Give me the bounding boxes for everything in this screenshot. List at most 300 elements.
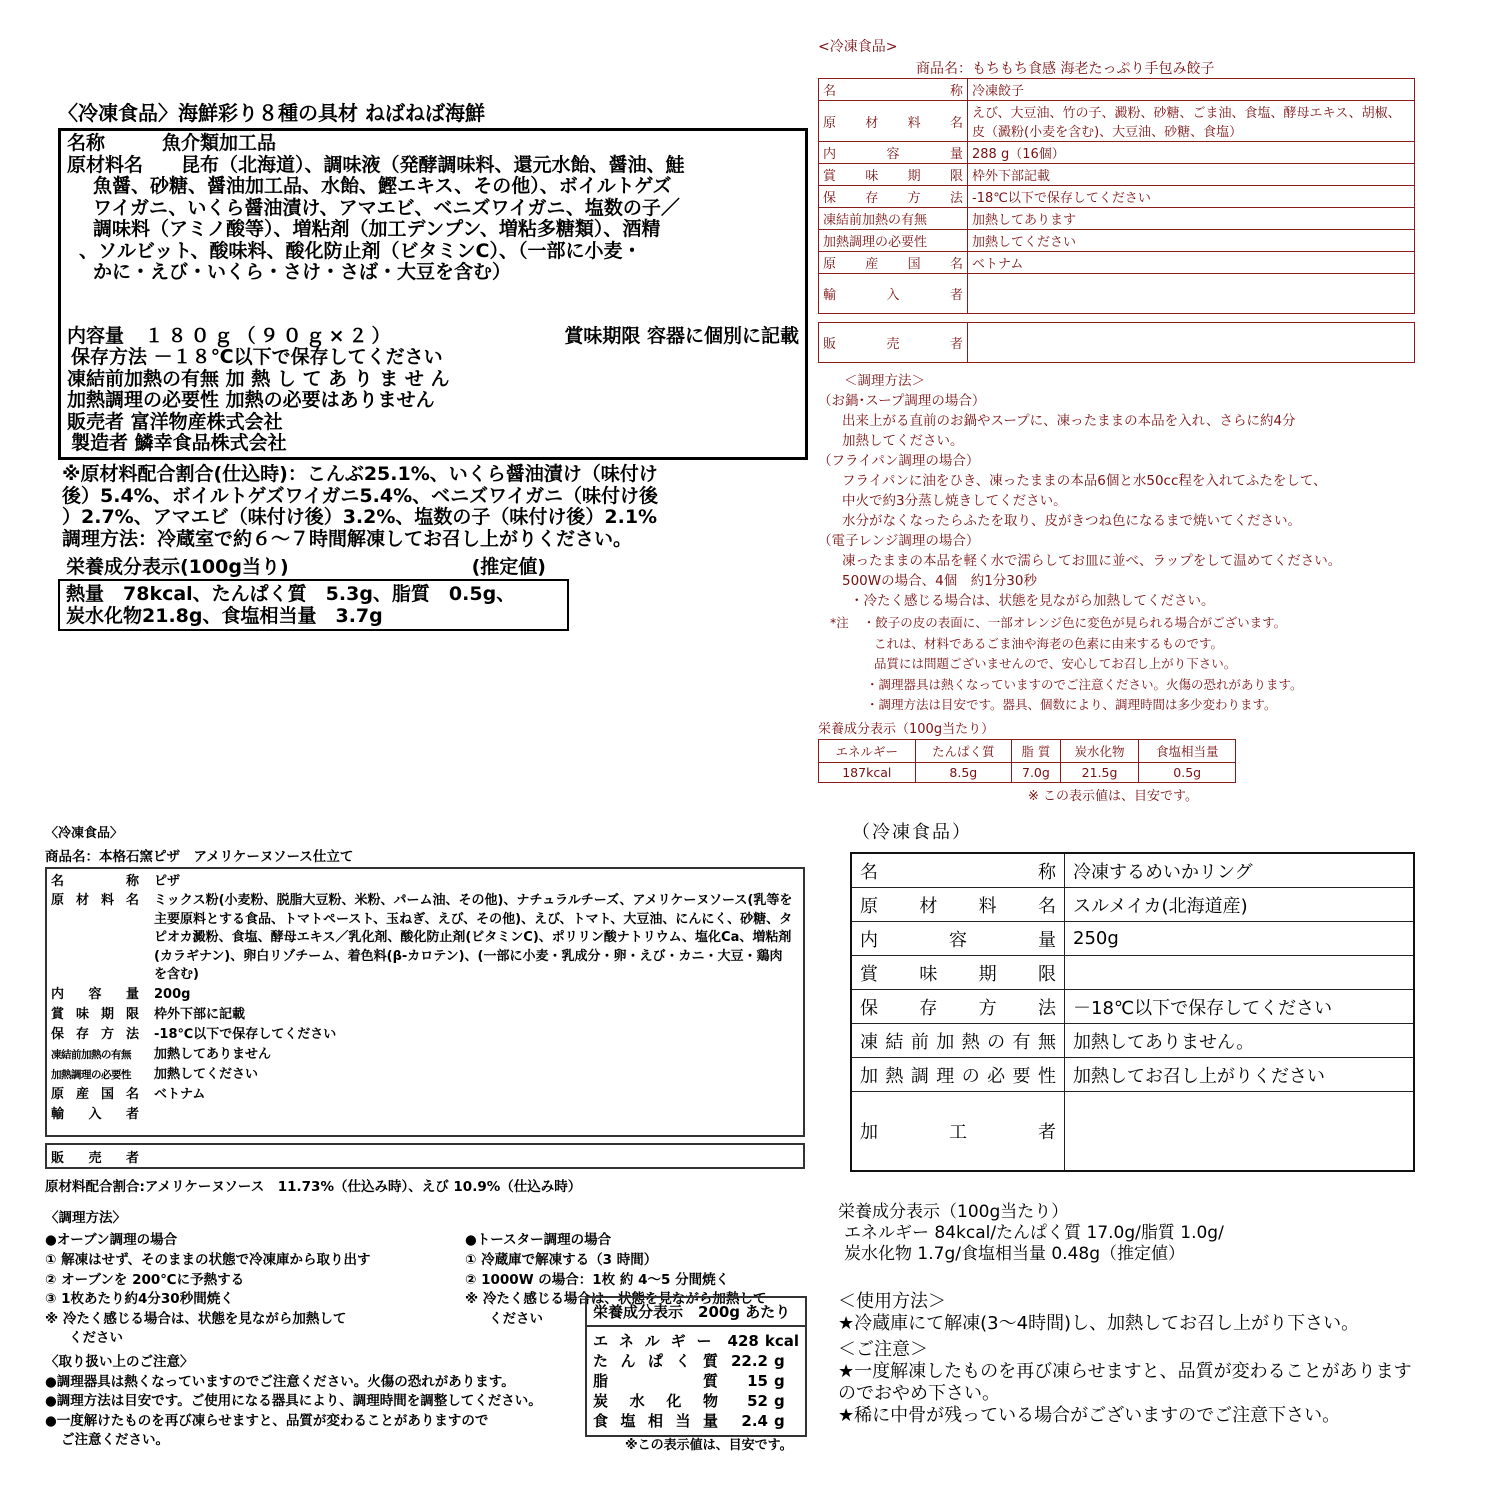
nutrition-row xyxy=(587,1331,805,1351)
row-label: 加熱調理の必要性 xyxy=(51,1068,131,1081)
oven-step: ③ 1枚あたり約4分30秒間焼く xyxy=(45,1291,234,1307)
notes xyxy=(58,464,808,550)
seller-label xyxy=(51,1147,139,1165)
label-char: 内 xyxy=(823,147,837,162)
name-label: 名称 xyxy=(67,132,106,154)
row-value: 枠外下部記載 xyxy=(968,164,1415,186)
ingredients-line: かに・えび・いくら・さけ・さば・大豆を含む） xyxy=(93,261,512,283)
note-prefix: *注 xyxy=(830,615,849,630)
label-char: 者 xyxy=(949,288,963,303)
label-char: 入 xyxy=(88,1106,102,1122)
caution-title: ＜ご注意＞ xyxy=(838,1339,928,1360)
label-char: 調 xyxy=(910,1065,929,1087)
row-label xyxy=(851,1092,1065,1172)
care-item: ●調理方法は目安です。ご使用になる器具により、調理時間を調整してください。 xyxy=(45,1393,542,1409)
nutrition-title-row xyxy=(58,552,546,579)
contents-label: 内容量 xyxy=(67,324,125,347)
row-label xyxy=(851,1024,1065,1058)
nutrition-unit: g xyxy=(774,1352,785,1370)
label-char: 名 xyxy=(949,257,963,272)
name-row xyxy=(67,133,799,155)
cooking-line: 出来上がる直前のお鍋やスープに、凍ったままの本品を入れ、さらに約4分 xyxy=(842,413,1296,429)
note-line: ）2.7%、アマエビ（味付け後）3.2%、塩数の子（味付け後）2.1% xyxy=(62,506,658,528)
nutrition-value: 52 xyxy=(747,1392,768,1410)
row-label xyxy=(851,1058,1065,1092)
nutrition-box xyxy=(585,1296,807,1437)
oven-step: ② オーブンを 200℃に予熱する xyxy=(45,1271,245,1288)
nutrition-value: 8.5g xyxy=(915,762,1012,782)
label-char: ー xyxy=(696,1332,712,1350)
label-char: 産 xyxy=(75,1086,89,1102)
label-char: 加 xyxy=(860,1122,878,1143)
cooking-line: 水分がなくなったらふたを取り、皮がきつね色になるまで焼いてください。 xyxy=(842,513,1301,529)
label-char: 称 xyxy=(949,84,963,99)
row-value: 枠外下部に記載 xyxy=(154,1006,246,1022)
label-char: 保 xyxy=(860,997,878,1019)
label-char: 内 xyxy=(860,929,878,951)
nutrition-footnote: ※ この表示値は、目安です。 xyxy=(1028,788,1198,804)
row-value: スルメイカ(北海道産) xyxy=(1065,888,1415,922)
label-char: 期 xyxy=(907,169,921,184)
caution-line: のでおやめ下さい。 xyxy=(838,1383,1000,1404)
nutrition-value: 187kcal xyxy=(819,762,916,782)
nutrition-row xyxy=(587,1351,805,1371)
name-value: 魚介類加工品 xyxy=(162,132,277,154)
nutrition-line: 炭水化物 1.7g/食塩相当量 0.48g（推定値） xyxy=(844,1244,1186,1264)
oven-step: ※ 冷たく感じる場合は、状態を見ながら加熱して xyxy=(45,1310,347,1327)
row-label xyxy=(819,186,968,208)
label-char: 容 xyxy=(88,986,102,1002)
label-char: の xyxy=(987,1031,1006,1053)
toaster-step-cont: ください xyxy=(489,1310,543,1327)
contents-value: １８０ｇ（９０ｇ×２） xyxy=(144,324,395,347)
row-label xyxy=(819,101,968,142)
usage-line: ★冷蔵庫にて解凍(3～4時間)し、加熱してお召し上がり下さい。 xyxy=(838,1313,1360,1334)
note-line: ・調理器具は熱くなっていますのでご注意ください。火傷の恐れがあります。 xyxy=(866,676,1303,692)
row-value: 加熱してください xyxy=(968,230,1415,252)
label-char: 原 xyxy=(51,1086,65,1102)
nutrition-value: 22.2 xyxy=(730,1352,768,1370)
nutrition-label xyxy=(593,1391,718,1411)
label-char: 材 xyxy=(75,893,89,908)
oven-heading: ●オーブン調理の場合 xyxy=(45,1232,178,1248)
table-row xyxy=(819,208,1415,230)
cooking-line: 500Wの場合、4個 約1分30秒 xyxy=(842,573,1037,589)
row-label xyxy=(819,164,968,186)
note-line xyxy=(818,613,1418,634)
label-pizza xyxy=(45,822,805,1451)
label-char: 称 xyxy=(1038,861,1056,883)
label-char: 売 xyxy=(886,337,900,352)
nutrition-header: たんぱく質 xyxy=(915,739,1012,762)
info-table xyxy=(818,78,1415,314)
row-label xyxy=(819,274,968,314)
nutrition-value: 0.5g xyxy=(1139,762,1236,782)
label-char: 材 xyxy=(865,115,879,131)
nutrition-unit: g xyxy=(774,1372,785,1390)
ingredient-ratio: 原材料配合割合:アメリケーヌソース 11.73%（仕込み時）、えび 10.9%（仕込み時） xyxy=(45,1179,582,1195)
label-char: 方 xyxy=(978,997,997,1019)
cooking-line: 凍ったままの本品を軽く水で濡らしてお皿に並べ、ラップをして温めてください。 xyxy=(842,553,1342,569)
label-char: 販 xyxy=(51,1151,65,1166)
label-char: 限 xyxy=(949,169,963,184)
oven-step-cont: ください xyxy=(69,1330,123,1346)
ingredients-line: 調味料（アミノ酸等）、増粘剤（加工デンプン、増粘多糖類）、酒精 xyxy=(93,218,661,240)
cooking-title: ＜調理方法＞ xyxy=(844,373,925,389)
toaster-heading: ●トースター調理の場合 xyxy=(465,1232,612,1248)
category-label: <冷凍食品> xyxy=(818,39,898,55)
nutrition-header: 炭水化物 xyxy=(1060,739,1139,762)
label-char: 名 xyxy=(860,861,878,883)
label-char: 名 xyxy=(823,84,837,99)
row-value: ミックス粉(小麦粉、脱脂大豆粉、米粉、パーム油、その他)、ナチュラルチーズ、アメリケーヌソース(乳等を主要原料とする食品、トマトペースト、玉ねぎ、えび、その他)、えび、トマト、大豆油、にんにく、砂糖、タピオカ澱粉、食塩、酵母エキス／乳化剤、酸化防止剤(ビタミンC)、ポリリン酸ナトリウム、塩化Ca、増粘剤(カラギナン)、卵白リゾチーム、着色料(β-カロテン)、(一部に小麦・乳成分・卵・えび・カニ・大豆・鶏肉を含む) xyxy=(154,893,793,982)
label-char: 存 xyxy=(919,997,938,1019)
label-char: 方 xyxy=(907,191,921,206)
care-title: 〈取り扱い上のご注意〉 xyxy=(45,1353,194,1370)
label-char: 内 xyxy=(51,986,65,1002)
storage-line: 保存方法 －１８℃以下で保存してください xyxy=(71,346,443,368)
label-char: 加熱調理の必要性 xyxy=(823,235,928,250)
table-row xyxy=(51,1085,799,1105)
row-label xyxy=(851,990,1065,1024)
caution-section xyxy=(838,1339,1450,1427)
row-label xyxy=(51,1005,139,1025)
row-value: 200g xyxy=(154,986,191,1002)
row-value: 288 g（16個） xyxy=(968,142,1415,164)
label-char: 輸 xyxy=(51,1106,65,1122)
table-row xyxy=(51,1005,799,1025)
row-label xyxy=(51,985,139,1005)
label-char: 性 xyxy=(1037,1065,1056,1087)
table-row xyxy=(819,79,1415,101)
label-char: 容 xyxy=(886,147,900,162)
row-label xyxy=(51,872,139,892)
label-char: 国 xyxy=(907,257,921,272)
label-char: 当 xyxy=(675,1412,691,1430)
product-name: 商品名：本格石窯ピザ アメリケーヌソース仕立て xyxy=(45,849,354,865)
row-value xyxy=(968,274,1415,314)
row-label xyxy=(819,142,968,164)
contents-row xyxy=(67,326,799,348)
ingredients-line: 魚醤、砂糖、醤油加工品、水飴、鰹エキス、その他）、ボイルトゲズ xyxy=(93,175,672,197)
label-char: 結 xyxy=(885,1031,904,1053)
nutrition-label xyxy=(593,1351,718,1371)
maker-line: 製造者 鱗幸食品株式会社 xyxy=(71,432,287,454)
label-char: 法 xyxy=(1037,997,1056,1019)
label-char: 量 xyxy=(125,986,139,1002)
label-char: 料 xyxy=(100,893,114,908)
label-ebi-gyoza xyxy=(818,36,1418,804)
table-row xyxy=(51,1045,799,1065)
table-row xyxy=(819,101,1415,142)
toaster-step: ② 1000W の場合：1枚 約 4～5 分間焼く xyxy=(465,1271,730,1288)
nutrition-label xyxy=(593,1371,718,1391)
row-value xyxy=(1065,1092,1415,1172)
cooking-line: ・冷たく感じる場合は、状態を見ながら加熱してください。 xyxy=(850,593,1215,609)
label-char: 量 xyxy=(949,147,963,162)
nutrition-header: エネルギー xyxy=(819,739,916,762)
row-label xyxy=(51,1085,139,1105)
expiry-value: 容器に個別に記載 xyxy=(646,324,799,347)
care-item: ●一度解けたものを再び凍らせますと、品質が変わることがありますので xyxy=(45,1412,489,1429)
ingredients-first-line: 昆布（北海道）、調味液（発酵調味料、還元水飴、醤油、鮭 xyxy=(181,153,685,176)
label-char: ネ xyxy=(618,1332,634,1350)
table-row xyxy=(819,274,1415,314)
row-label xyxy=(851,888,1065,922)
nutrition-value-row xyxy=(819,762,1236,782)
nutrition-title: 栄養成分表示 200g あたり xyxy=(587,1298,805,1327)
label-char: 法 xyxy=(949,191,963,206)
cooking-line: 加熱してください。 xyxy=(842,433,964,449)
nutrition-row xyxy=(587,1391,805,1411)
table-row xyxy=(851,990,1414,1024)
label-char: 保 xyxy=(51,1026,65,1042)
nutrition-row xyxy=(587,1411,805,1431)
table-row xyxy=(851,1058,1414,1092)
nutrition-header: 食塩相当量 xyxy=(1139,739,1236,762)
label-char: 加 xyxy=(860,1065,878,1087)
table-row xyxy=(819,230,1415,252)
nutrition-section xyxy=(838,1202,1450,1265)
label-char: 保 xyxy=(823,191,837,206)
label-char: 熱 xyxy=(885,1065,904,1087)
table-row xyxy=(51,1105,799,1125)
nutrition-title: 栄養成分表示（100g当たり） xyxy=(818,721,995,737)
oven-step: ① 解凍はせず、そのままの状態で冷凍庫から取り出す xyxy=(45,1252,371,1268)
row-value: 冷凍するめいかリング xyxy=(1065,853,1415,888)
label-char: 量 xyxy=(702,1412,718,1430)
nutrition-footnote: ※この表示値は、目安です。 xyxy=(625,1438,793,1453)
label-char: 材 xyxy=(919,895,938,917)
seller-label xyxy=(819,323,968,363)
label-char: 味 xyxy=(865,169,879,184)
note-line: ※原材料配合割合(仕込時)：こんぶ25.1%、いくら醤油漬け（味付け xyxy=(62,463,658,485)
label-char: 量 xyxy=(1038,929,1056,951)
label-ika-ring xyxy=(838,818,1450,1427)
nutrition-label xyxy=(593,1411,718,1431)
row-value: 加熱してください xyxy=(154,1066,259,1082)
row-value: 冷凍餃子 xyxy=(968,79,1415,101)
note-line: これは、材料であるごま油や海老の色素に由来するものです。 xyxy=(874,635,1224,651)
label-char: 料 xyxy=(907,115,921,131)
table-row xyxy=(819,164,1415,186)
nutrition-value: 15 xyxy=(747,1372,768,1390)
nutrition-unit: g xyxy=(774,1392,785,1410)
toaster-step: ① 冷蔵庫で解凍する（3 時間） xyxy=(465,1252,658,1268)
info-table xyxy=(850,852,1415,1172)
label-char: 者 xyxy=(125,1106,139,1122)
seller-row xyxy=(45,1143,805,1169)
nutrition-label xyxy=(593,1331,711,1351)
row-label xyxy=(819,230,968,252)
table-row xyxy=(51,985,799,1005)
caution-line: ★稀に中骨が残っている場合がございますのでご注意下さい。 xyxy=(838,1405,1341,1426)
table-row xyxy=(819,142,1415,164)
label-char: 理 xyxy=(936,1065,955,1087)
label-char: 凍結前加熱の有無 xyxy=(823,213,928,228)
row-value: えび、大豆油、竹の子、澱粉、砂糖、ごま油、食塩、酵母エキス、胡椒、皮（澱粉(小麦を含む)、大豆油、砂糖、食塩） xyxy=(968,101,1415,142)
ingredients-line: ワイガニ、いくら醤油漬け、アマエビ、ベニズワイガニ、塩数の子／ xyxy=(93,196,680,219)
label-char: た xyxy=(593,1352,609,1370)
ingredients-line: 、ソルビット、酸味料、酸化防止剤（ビタミンC）、（一部に小麦・ xyxy=(79,239,642,262)
label-char: ギ xyxy=(670,1332,686,1350)
info-box xyxy=(58,128,808,460)
product-name: 商品名：もちもち食感 海老たっぷり手包み餃子 xyxy=(916,61,1215,77)
label-char: 前 xyxy=(910,1031,929,1053)
label-char: 必 xyxy=(987,1065,1006,1087)
label-char: 販 xyxy=(823,337,837,352)
table-row xyxy=(851,853,1414,888)
cooking-line: フライパンに油をひき、凍ったままの本品6個と水50cc程を入れてふたをして、 xyxy=(842,473,1327,489)
label-char: 味 xyxy=(75,1006,89,1022)
cooking-line: 中火で約3分蒸し焼きしてください。 xyxy=(842,493,1067,509)
care-item: ●調理器具は熱くなっていますのでご注意ください。火傷の恐れがあります。 xyxy=(45,1373,515,1390)
label-char: 名 xyxy=(949,115,963,131)
label-char: 称 xyxy=(125,874,139,889)
cooking-needed-line: 加熱調理の必要性 加熱の必要はありません xyxy=(67,389,435,411)
row-label xyxy=(819,208,968,230)
row-label xyxy=(51,1025,139,1045)
label-char: 容 xyxy=(949,929,967,951)
note-line: 調理方法：冷蔵室で約６～７時間解凍してお召し上がりください。 xyxy=(62,527,633,550)
ingredients-continued xyxy=(67,176,799,284)
label-char: 炭 xyxy=(593,1392,609,1410)
label-char: 塩 xyxy=(620,1412,636,1430)
nutrition-header: 脂 質 xyxy=(1012,739,1061,762)
row-value: 加熱してありません。 xyxy=(1065,1024,1415,1058)
row-value: －18℃以下で保存してください xyxy=(1065,990,1415,1024)
label-char: ぱ xyxy=(647,1352,663,1370)
nutrition-line: 炭水化物21.8g、食塩相当量 3.7g xyxy=(66,605,383,627)
table-row xyxy=(851,1092,1414,1172)
nutrition-header-row xyxy=(819,739,1236,762)
label-char: 賞 xyxy=(860,963,878,985)
note-line: 後）5.4%、ボイルトゲズワイガニ5.4%、ベニズワイガニ（味付け後 xyxy=(62,484,658,507)
cooking-heading: （お鍋･スープ調理の場合） xyxy=(818,393,986,409)
label-char: 国 xyxy=(100,1086,114,1102)
label-char: 産 xyxy=(865,257,879,272)
row-label xyxy=(851,956,1065,990)
nutrition-line: 熱量 78kcal、たんぱく質 5.3g、脂質 0.5g、 xyxy=(66,583,516,605)
cooking-title: 〈調理方法〉 xyxy=(45,1210,126,1226)
nutrition-title: 栄養成分表示(100g当り) xyxy=(66,556,289,578)
care-item-cont: ご注意ください。 xyxy=(61,1432,169,1448)
cooking-section xyxy=(818,371,1418,611)
table-row xyxy=(51,1025,799,1045)
label-char: 者 xyxy=(1038,1122,1056,1143)
nutrition-title: 栄養成分表示（100g当たり） xyxy=(838,1202,1069,1222)
table-row xyxy=(851,1024,1414,1058)
label-char: 輸 xyxy=(823,288,837,303)
nutrition-unit: kcal xyxy=(764,1332,799,1350)
label-char: 限 xyxy=(1037,963,1056,985)
label-char: 期 xyxy=(100,1006,114,1022)
label-char: 味 xyxy=(919,963,938,985)
label-char: 凍 xyxy=(860,1031,878,1053)
label-char: 水 xyxy=(629,1392,645,1410)
cooking-heading: （フライパン調理の場合） xyxy=(818,453,980,469)
nutrition-value: 7.0g xyxy=(1012,762,1061,782)
row-label xyxy=(851,853,1065,888)
label-char: 名 xyxy=(1037,895,1056,917)
label-char: 賞 xyxy=(51,1006,65,1022)
note-line: ・調理方法は目安です。器具、個数により、調理時間は多少変わります。 xyxy=(866,697,1277,712)
label-char: 質 xyxy=(702,1352,718,1370)
label-char: 有 xyxy=(1012,1031,1031,1053)
table-row xyxy=(51,892,799,985)
label-char: 工 xyxy=(949,1122,967,1143)
label-char: 名 xyxy=(125,1086,139,1102)
toaster-step: ※ 冷たく感じる場合は、状態を見ながら加熱して xyxy=(465,1291,767,1307)
caution-line: ★一度解凍したものを再び凍らせますと、品質が変わることがあります xyxy=(838,1361,1412,1382)
notes-section xyxy=(818,613,1418,716)
label-char: 者 xyxy=(949,337,963,352)
table-row xyxy=(51,872,799,892)
table-row xyxy=(51,1065,799,1085)
row-value: -18℃以下で保存してください xyxy=(968,186,1415,208)
usage-title: ＜使用方法＞ xyxy=(838,1291,946,1312)
label-char: 加 xyxy=(936,1031,955,1053)
row-value: 250g xyxy=(1065,922,1415,956)
nutrition-table xyxy=(818,739,1236,783)
table-row xyxy=(819,252,1415,274)
label-char: 方 xyxy=(100,1026,114,1042)
preheated-line: 凍結前加熱の有無 加 熱 し て あ り ま せ ん xyxy=(67,367,450,390)
row-label xyxy=(819,252,968,274)
nutrition-box xyxy=(58,579,569,631)
label-char: 無 xyxy=(1037,1031,1056,1053)
label-char: 者 xyxy=(125,1151,139,1166)
label-char: 質 xyxy=(702,1372,718,1390)
label-char: 食 xyxy=(593,1412,609,1430)
ingredients-label: 原材料名 xyxy=(67,153,144,176)
nutrition-line: エネルギー 84kcal/たんぱく質 17.0g/脂質 1.0g/ xyxy=(844,1223,1224,1243)
nutrition-value: 21.5g xyxy=(1060,762,1139,782)
category-label: 〈冷凍食品〉 xyxy=(45,826,124,841)
label-char: 料 xyxy=(978,895,997,917)
label-char: く xyxy=(675,1352,691,1370)
row-label xyxy=(819,79,968,101)
row-label xyxy=(51,892,139,985)
nutrition-unit: g xyxy=(774,1412,785,1430)
label-char: 原 xyxy=(823,257,837,272)
label-char: 要 xyxy=(1012,1065,1031,1087)
label-char: 名 xyxy=(51,874,65,889)
ingredients-row xyxy=(67,155,799,177)
label-char: 物 xyxy=(702,1392,718,1410)
oven-column xyxy=(45,1207,465,1349)
usage-section xyxy=(838,1291,1450,1335)
label-char: 原 xyxy=(823,115,837,131)
label-char: ル xyxy=(644,1332,660,1350)
row-value: 加熱してありません xyxy=(154,1046,272,1062)
row-value: ベトナム xyxy=(154,1086,206,1102)
cooking-heading: （電子レンジ調理の場合） xyxy=(818,533,980,549)
seller-row xyxy=(819,323,1415,363)
product-title: 〈冷凍食品〉海鮮彩り８種の具材 ねばねば海鮮 xyxy=(58,101,485,125)
row-label xyxy=(851,922,1065,956)
label-char: 売 xyxy=(88,1151,102,1166)
nutrition-note: (推定値) xyxy=(471,556,546,578)
info-box xyxy=(45,867,805,1137)
label-char: 存 xyxy=(865,191,879,206)
label-char: 期 xyxy=(978,963,997,985)
row-value: 加熱してあります xyxy=(968,208,1415,230)
label-char: 熱 xyxy=(961,1031,980,1053)
row-value: ベトナム xyxy=(968,252,1415,274)
label-char: 相 xyxy=(647,1412,663,1430)
label-char: ん xyxy=(620,1352,636,1370)
